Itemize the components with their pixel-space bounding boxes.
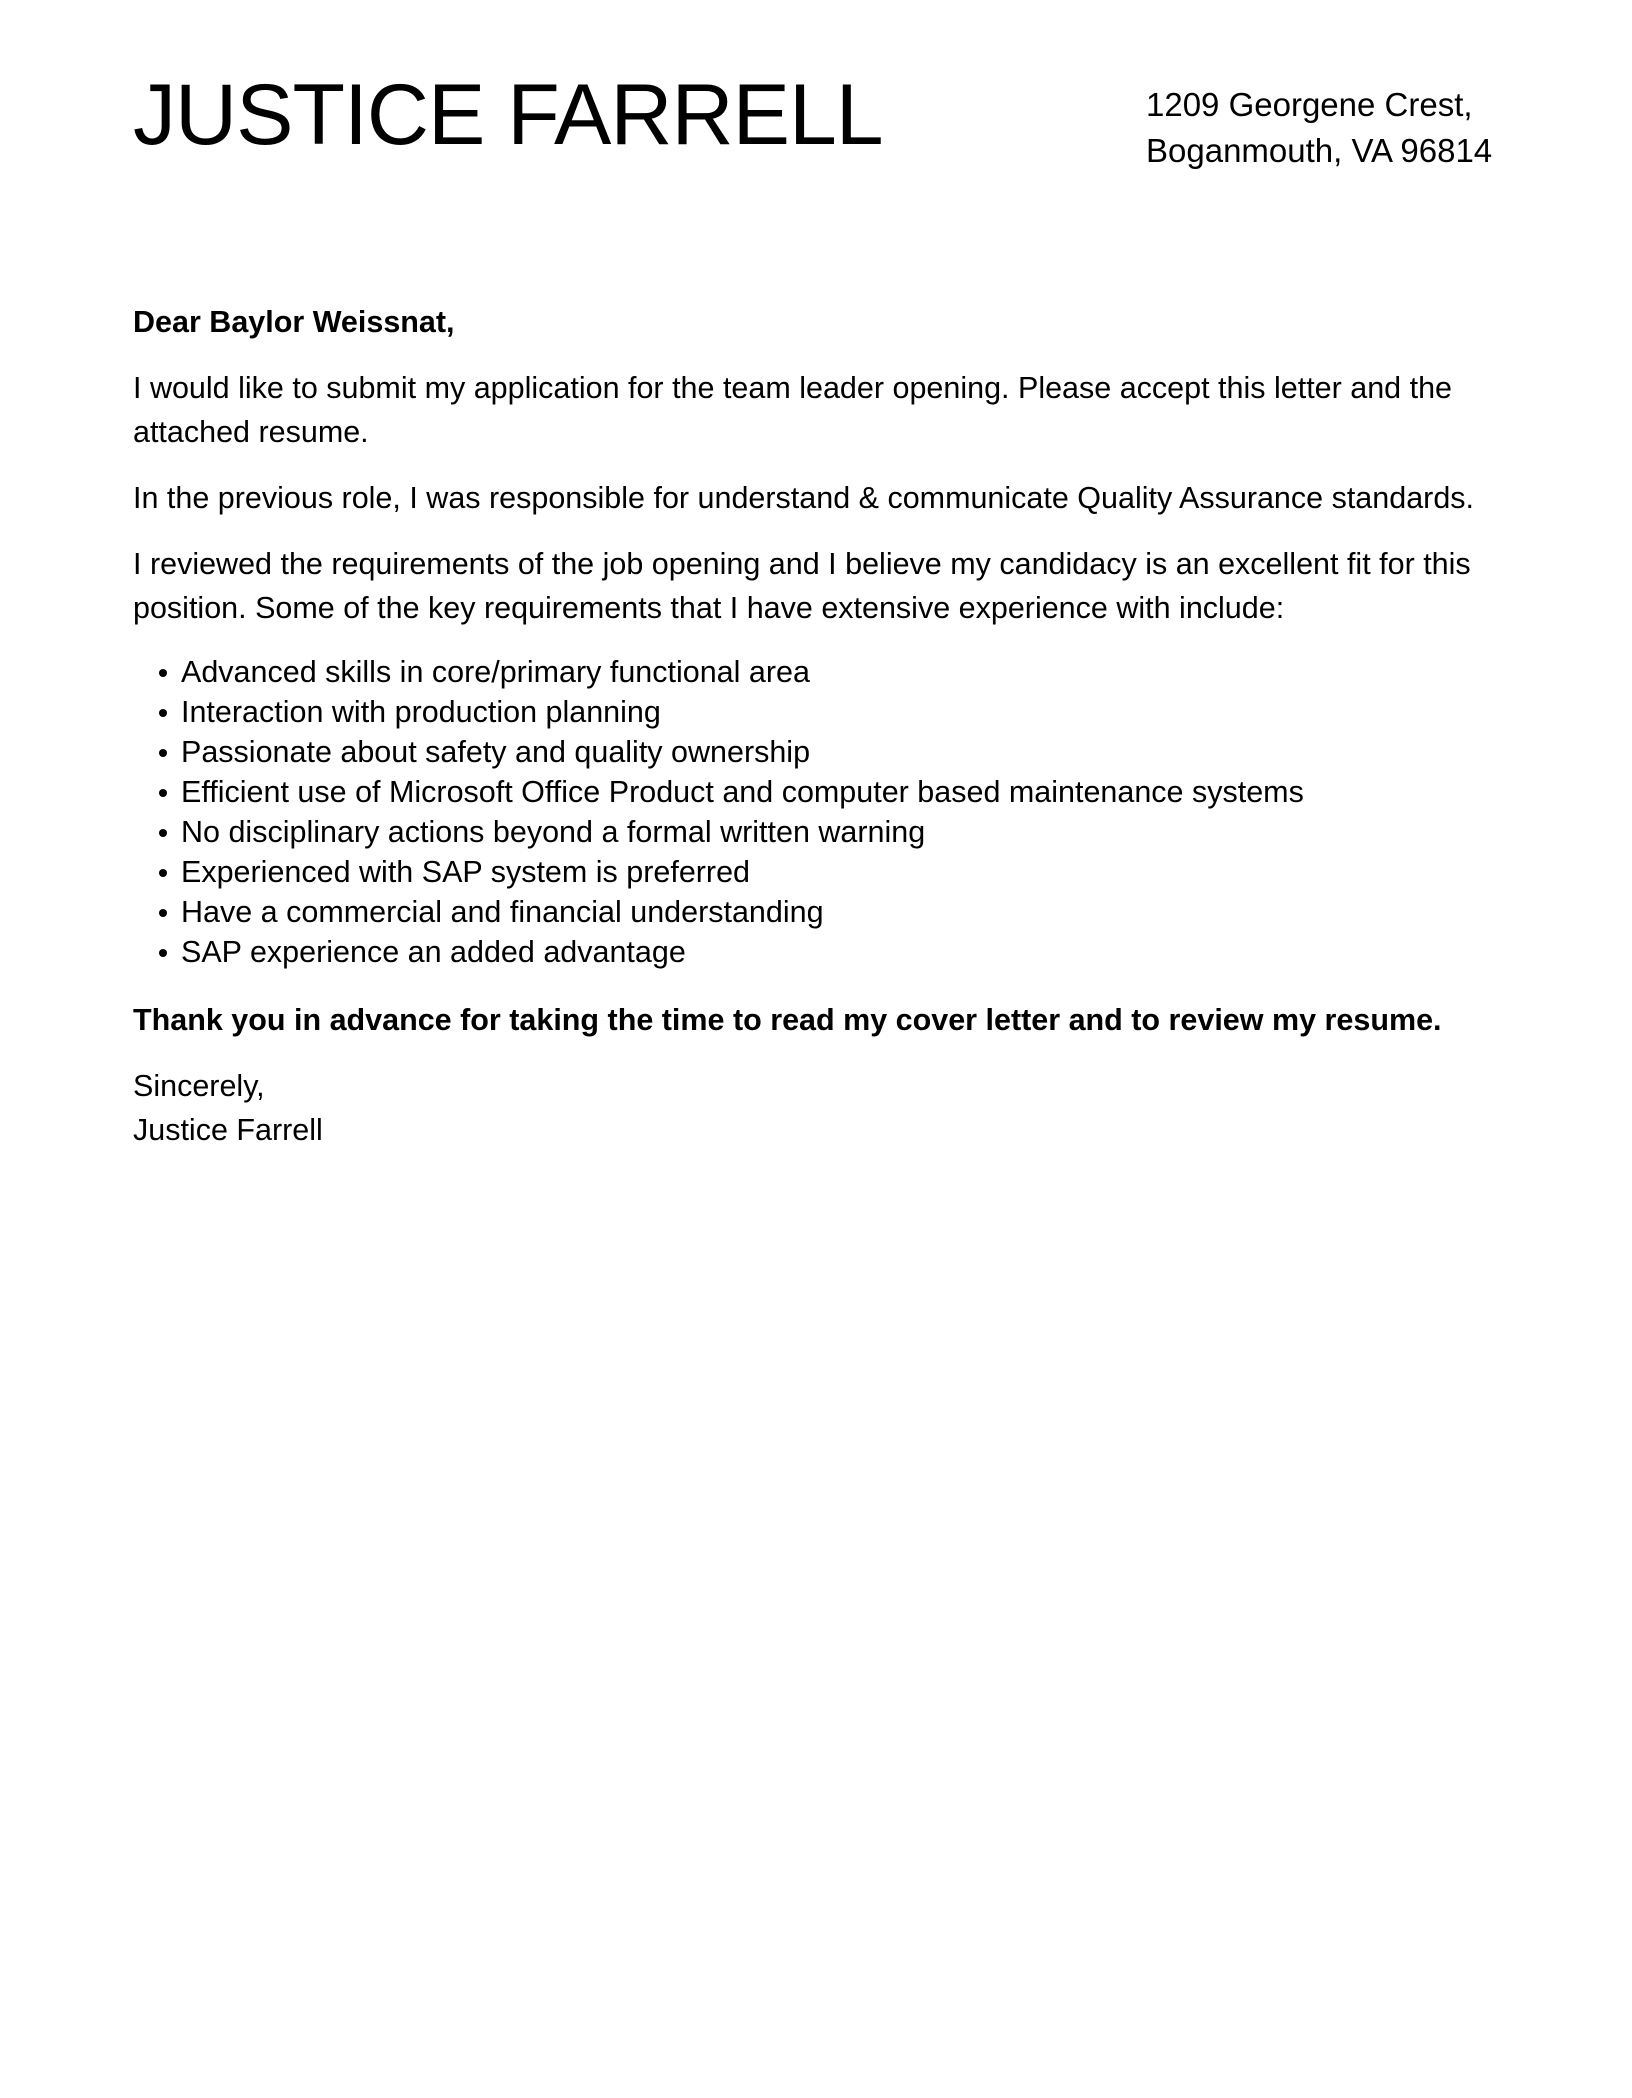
list-item: Advanced skills in core/primary functional area (181, 652, 1503, 692)
list-item: Passionate about safety and quality ownership (181, 732, 1503, 772)
list-item: Have a commercial and financial understanding (181, 892, 1503, 932)
letter-body (133, 300, 1503, 1152)
list-item: Experienced with SAP system is preferred (181, 852, 1503, 892)
greeting: Dear Baylor Weissnat, (133, 305, 455, 339)
signoff-block (133, 1064, 1503, 1152)
intro-paragraph: I would like to submit my application for the team leader opening. Please accept this letter and the attached resume. (133, 371, 1453, 449)
address-line-2: Boganmouth, VA 96814 (1146, 132, 1493, 169)
previous-role-paragraph: In the previous role, I was responsible for understand & communicate Quality Assurance standards. (133, 481, 1475, 515)
list-item: SAP experience an added advantage (181, 932, 1503, 972)
signature-name: Justice Farrell (133, 1113, 323, 1147)
requirements-intro-paragraph: I reviewed the requirements of the job opening and I believe my candidacy is an excellent fit for this position. Some of the key requirements that I have extensive experience with include: (133, 547, 1471, 625)
applicant-address (1146, 82, 1492, 174)
address-line-1: 1209 Georgene Crest, (1146, 86, 1473, 123)
applicant-name: JUSTICE FARRELL (133, 67, 883, 163)
list-item: No disciplinary actions beyond a formal written warning (181, 812, 1503, 852)
list-item: Efficient use of Microsoft Office Product and computer based maintenance systems (181, 772, 1503, 812)
closing-paragraph: Thank you in advance for taking the time to read my cover letter and to review my resume. (133, 1003, 1442, 1037)
list-item: Interaction with production planning (181, 692, 1503, 732)
requirements-list (133, 652, 1503, 972)
signoff: Sincerely, (133, 1069, 265, 1103)
